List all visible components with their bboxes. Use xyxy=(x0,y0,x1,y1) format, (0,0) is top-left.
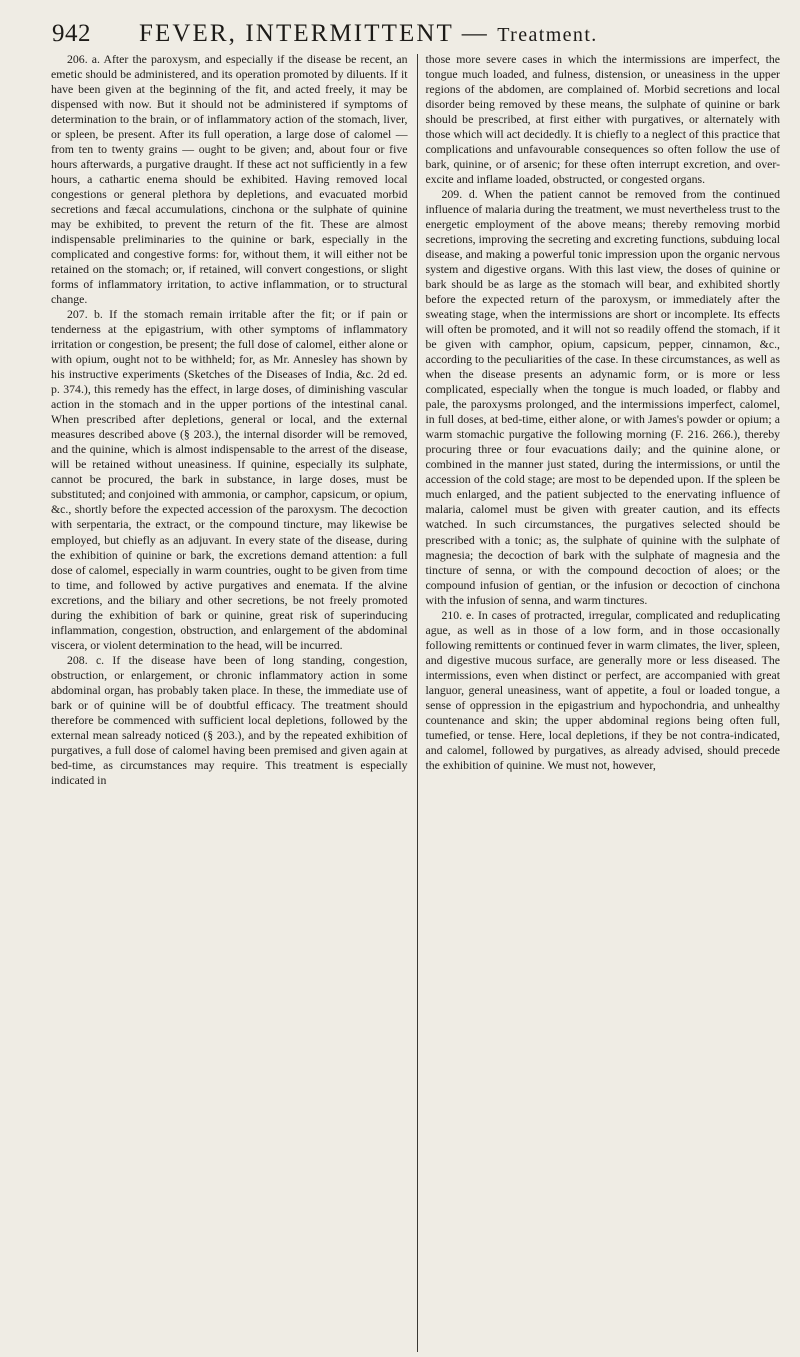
paragraph-209: 209. d. When the patient cannot be removed from the continued influence of malaria during the treatment, we must nevertheless trust to the energetic employment of the above means; thereby removing morbid secretions, improving the secreting and excreting functions, subduing local disease, and making a powerful tonic impression upon the organic nervous system and digestive organs. With this last view, the doses of quinine or bark should be as large as the stomach will bear, and exhibited shortly before the expected return of the paroxysm, or immediately after the sweating stage, when the intermissions are short or incomplete. Its effects will often be promoted, and it will not so readily offend the stomach, if it be given with camphor, opium, capsicum, pepper, cinnamon, &c., according to the peculiarities of the case. In these circumstances, as well as when the disease presents an adynamic form, or is more or less complicated, especially when the tongue is much loaded, or flabby and pale, the paroxysms prolonged, and the intermissions imperfect, calomel, in full doses, at bed-time, either alone, or with James's powder or opium; a warm stomachic purgative the following morning (F. 216. 266.), thereby procuring three or four evacuations daily; and the quinine alone, or combined in the manner just stated, during the intermissions, or until the accession of the cold stage; are most to be depended upon. If the spleen be much enlarged, and the patient subjected to the enervating influence of malaria, calomel must be given with greater caution, and its effects watched. In such circumstances, the purgatives selected should be prescribed with a tonic; as, the sulphate of quinine with the sulphate of magnesia; the decoction of bark with the sulphate of magnesia and the tincture of senna, or with the compound decoction of aloes; or the compound infusion of gentian, or the infusion or decoction of cinchona with the infusion of senna, and warm tinctures. xyxy=(425,187,780,607)
paragraph-208-continued: those more severe cases in which the intermissions are imperfect, the tongue much loaded, and fulness, distension, or uneasiness in the upper regions of the abdomen, are complained of. Morbid secretions and local disorder being removed by these means, the sulphate of quinine or bark should be prescribed, at first either with purgatives, or alternately with those which will act decidedly. It is chiefly to a neglect of this practice that complications and unfavourable consequences so often follow the use of bark, quinine, or of arsenic; for these often interrupt excretion, and over-excite and inflame loaded, obstructed, or congested organs. xyxy=(425,52,780,187)
paragraph-207: 207. b. If the stomach remain irritable after the fit; or if pain or tenderness at the epigastrium, with other symptoms of inflammatory irritation or congestion, be present; the full dose of calomel, either alone or with opium, ought not to be withheld; for, as Mr. Annesley has shown by his instructive experiments (Sketches of the Diseases of India, &c. 2d ed. p. 374.), this remedy has the effect, in large doses, of diminishing vascular action in the stomach and in the upper portions of the intestinal canal. When prescribed after depletions, general or local, and the external measures described above (§ 203.), the internal disorder will be removed, and the quinine, which is almost indispensable to the arrest of the disease, will be retained without uneasiness. If quinine, especially its sulphate, cannot be procured, the bark in substance, in large doses, must be substituted; and conjoined with ammonia, or camphor, capsicum, or opium, &c., shortly before the expected accession of the paroxysm. The decoction with serpentaria, the extract, or the compound tincture, may likewise be employed, but chiefly as an adjuvant. In every state of the disease, during the exhibition of quinine or bark, the excretions demand attention: a full dose of calomel, especially in warm countries, ought to be given from time to time, and followed by active purgatives and enemata. If the alvine excretions, and the biliary and other secretions, be not freely promoted during the exhibition of bark or quinine, great risk of superinducing inflammation, congestion, obstruction, and enlargement of the abdominal viscera, or violent determination to the head, will be incurred. xyxy=(51,307,408,652)
running-head-section: Treatment. xyxy=(497,24,598,46)
left-column xyxy=(51,52,408,1352)
paragraph-206: 206. a. After the paroxysm, and especially if the disease be recent, an emetic should be administered, and its operation promoted by diluents. If it have been given at the beginning of the fit, and acted freely, it may be dispensed with now. But it should not be administered if symptoms of determination to the brain, or of inflammatory action of the stomach, liver, or spleen, be present. After its full operation, a large dose of calomel — from ten to twenty grains — ought to be given; and, about four or five hours afterwards, a purgative draught. If these act not sufficiently in a few hours, a cathartic enema should be exhibited. Having removed local congestions or general plethora by depletions, and evacuated morbid secretions and fæcal accumulations, cinchona or the sulphate of quinine may be exhibited, to prevent the return of the fit. These are almost indispensable preliminaries to the quinine or bark, especially in the complicated and congestive forms: for, without them, it will either not be retained on the stomach; or, if retained, will convert congestions, or slight forms of inflammatory irritation, to active inflammation, or to structural change. xyxy=(51,52,408,307)
page-header xyxy=(51,16,780,52)
paragraph-210: 210. e. In cases of protracted, irregular, complicated and reduplicating ague, as well as in those of a low form, and in those occasionally following remittents or continued fever in warm climates, the liver, spleen, and digestive mucous surface, are generally more or less diseased. The intermissions, even when distinct or perfect, are accompanied with great languor, general uneasiness, want of appetite, a foul or loaded tongue, a sense of oppression in the epigastrium and hypochondria, and unhealthy countenance and skin; the upper abdominal regions being often full, tumefied, or tense. Here, local depletions, if they be not contra-indicated, and calomel, followed by purgatives, as already advised, should precede the exhibition of quinine. We must not, however, xyxy=(425,607,780,772)
column-divider xyxy=(417,54,418,1352)
paragraph-208: 208. c. If the disease have been of long standing, congestion, obstruction, or enlargement, or chronic inflammatory action in some abdominal organ, has probably taken place. In these, the immediate use of bark or of quinine will be of doubtful efficacy. The treatment should therefore be commenced with sufficient local depletions, followed by the external mean salready noticed (§ 203.), and by the repeated exhibition of purgatives, a full dose of calomel having been premised and given again at bed-time, as circumstances may require. This treatment is especially indicated in xyxy=(51,652,408,787)
running-head xyxy=(139,20,598,48)
text-columns xyxy=(51,52,780,1352)
page-number: 942 xyxy=(52,20,91,47)
right-column xyxy=(426,52,781,1352)
running-head-title: FEVER, INTERMITTENT — xyxy=(139,20,498,47)
